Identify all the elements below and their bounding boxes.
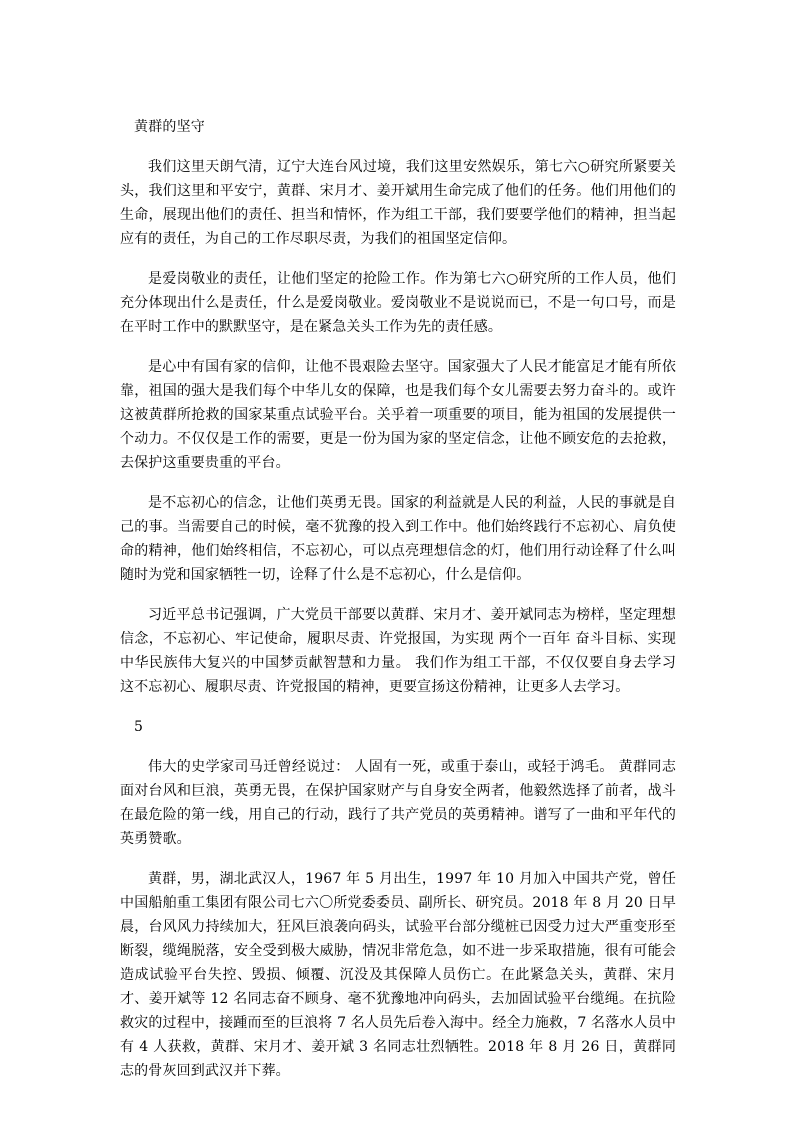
page-number: 5 — [134, 719, 143, 735]
paragraph: 是爱岗敬业的责任，让他们坚定的抢险工作。作为第七六○研究所的工作人员，他们充分体现出什么是责任，什么是爱岗敬业。爱岗敬业不是说说而已，不是一句口号，而是在平时工作中的默默坚守，是在紧急关头工作为先的责任感。 — [120, 271, 676, 335]
paragraph: 伟大的史学家司马迁曾经说过： 人固有一死，或重于泰山，或轻于鸿毛。 黄群同志面对台风和巨浪，英勇无畏，在保护国家财产与自身安全两者，他毅然选择了前者，战斗在最危险的第一线，用自己的行动，践行了共产党员的英勇精神。谱写了一曲和平年代的英勇赞歌。 — [120, 759, 676, 847]
paragraph: 是不忘初心的信念，让他们英勇无畏。国家的利益就是人民的利益，人民的事就是自己的事。当需要自己的时候，毫不犹豫的投入到工作中。他们始终践行不忘初心、肩负使命的精神，他们始终相信，不忘初心，可以点亮理想信念的灯，他们用行动诠释了什么叫随时为党和国家牺牲一切，诠释了什么是不忘初心，什么是信仰。 — [120, 495, 676, 583]
document-title: 黄群的坚守 — [134, 119, 205, 135]
paragraph: 我们这里天朗气清，辽宁大连台风过境，我们这里安然娱乐，第七六○研究所紧要关头，我们这里和平安宁，黄群、宋月才、姜开斌用生命完成了他们的任务。他们用他们的生命，展现出他们的责任、担当和情怀，作为组工干部，我们要要学他们的精神，担当起应有的责任，为自己的工作尽职尽责，为我们的祖国坚定信仰。 — [120, 159, 676, 247]
paragraph: 黄群，男，湖北武汉人，1967 年 5 月出生，1997 年 10 月加入中国共产党，曾任中国船舶重工集团有限公司七六〇所党委委员、副所长、研究员。2018 年 8 月 20 日早晨，台风风力持续加大，狂风巨浪袭向码头，试验平台部分缆桩已因受力过大严重变形至断裂，缆绳脱落，安全受到极大威胁，情况非常危急，如不进一步采取措施，很有可能会造成试验平台失控、毁损、倾覆、沉没及其保障人员伤亡。在此紧急关头，黄群、宋月才、姜开斌等 12 名同志奋不顾身、毫不犹豫地冲向码头，去加固试验平台缆绳。在抗险救灾的过程中，接踵而至的巨浪将 7 名人员先后卷入海中。经全力施救，7 名落水人员中有 4 人获救，黄群、宋月才、姜开斌 3 名同志壮烈牺牲。2018 年 8 月 26 日，黄群同志的骨灰回到武汉并下葬。 — [120, 871, 676, 1079]
paragraph: 习近平总书记强调，广大党员干部要以黄群、宋月才、姜开斌同志为榜样，坚定理想信念，不忘初心、牢记使命，履职尽责、许党报国，为实现 两个一百年 奋斗目标、实现中华民族伟大复兴的中国梦贡献智慧和力量。 我们作为组工干部，不仅仅要自身去学习这不忘初心、履职尽责、许党报国的精神，更要宣扬这份精神，让更多人去学习。 — [120, 607, 676, 695]
paragraph: 是心中有国有家的信仰，让他不畏艰险去坚守。国家强大了人民才能富足才能有所依靠，祖国的强大是我们每个中华儿女的保障，也是我们每个女儿需要去努力奋斗的。或许这被黄群所抢救的国家某重点试验平台。关乎着一项重要的项目，能为祖国的发展提供一个动力。不仅仅是工作的需要，更是一份为国为家的坚定信念，让他不顾安危的去抢救，去保护这重要贵重的平台。 — [120, 359, 676, 471]
